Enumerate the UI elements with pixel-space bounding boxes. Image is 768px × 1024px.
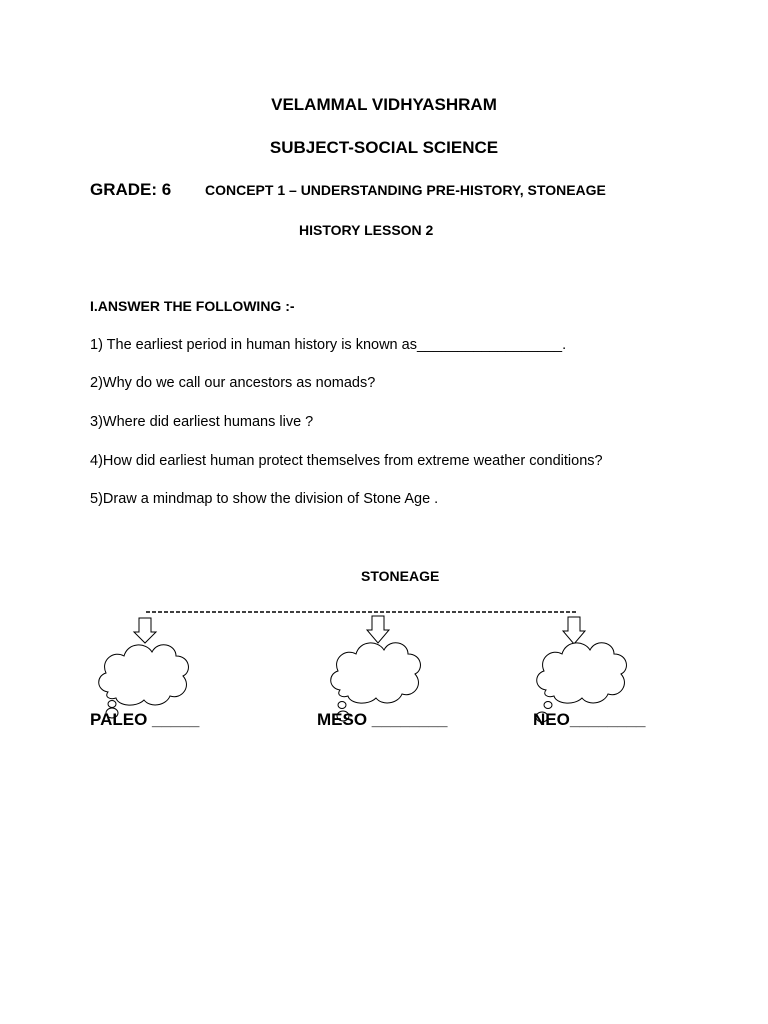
concept-title: CONCEPT 1 – UNDERSTANDING PRE-HISTORY, STONEAGE — [205, 182, 606, 198]
subject-title: SUBJECT-SOCIAL SCIENCE — [269, 138, 499, 157]
neo-label: NEO________ — [533, 710, 646, 729]
meso-label: MESO ________ — [317, 710, 448, 729]
arrow-down-icon — [134, 618, 156, 643]
lesson-title: HISTORY LESSON 2 — [299, 222, 434, 238]
thought-cloud-icon — [99, 645, 189, 718]
question-4: 4)How did earliest human protect themselves from extreme weather conditions? — [90, 453, 603, 469]
question-5: 5)Draw a mindmap to show the division of Stone Age . — [90, 491, 439, 507]
question-1: 1) The earliest period in human history is known as__________________. — [90, 337, 567, 353]
question-2: 2)Why do we call our ancestors as nomads? — [90, 375, 376, 391]
school-name: VELAMMAL VIDHYASHRAM — [271, 95, 497, 114]
paleo-label: PALEO _____ — [90, 710, 200, 729]
mindmap-title: STONEAGE — [361, 568, 440, 584]
grade-label: GRADE: 6 — [90, 180, 172, 199]
section-title: I.ANSWER THE FOLLOWING :- — [90, 298, 295, 314]
arrow-down-icon — [367, 616, 389, 643]
arrow-down-icon — [563, 617, 585, 644]
question-3: 3)Where did earliest humans live ? — [90, 414, 314, 430]
